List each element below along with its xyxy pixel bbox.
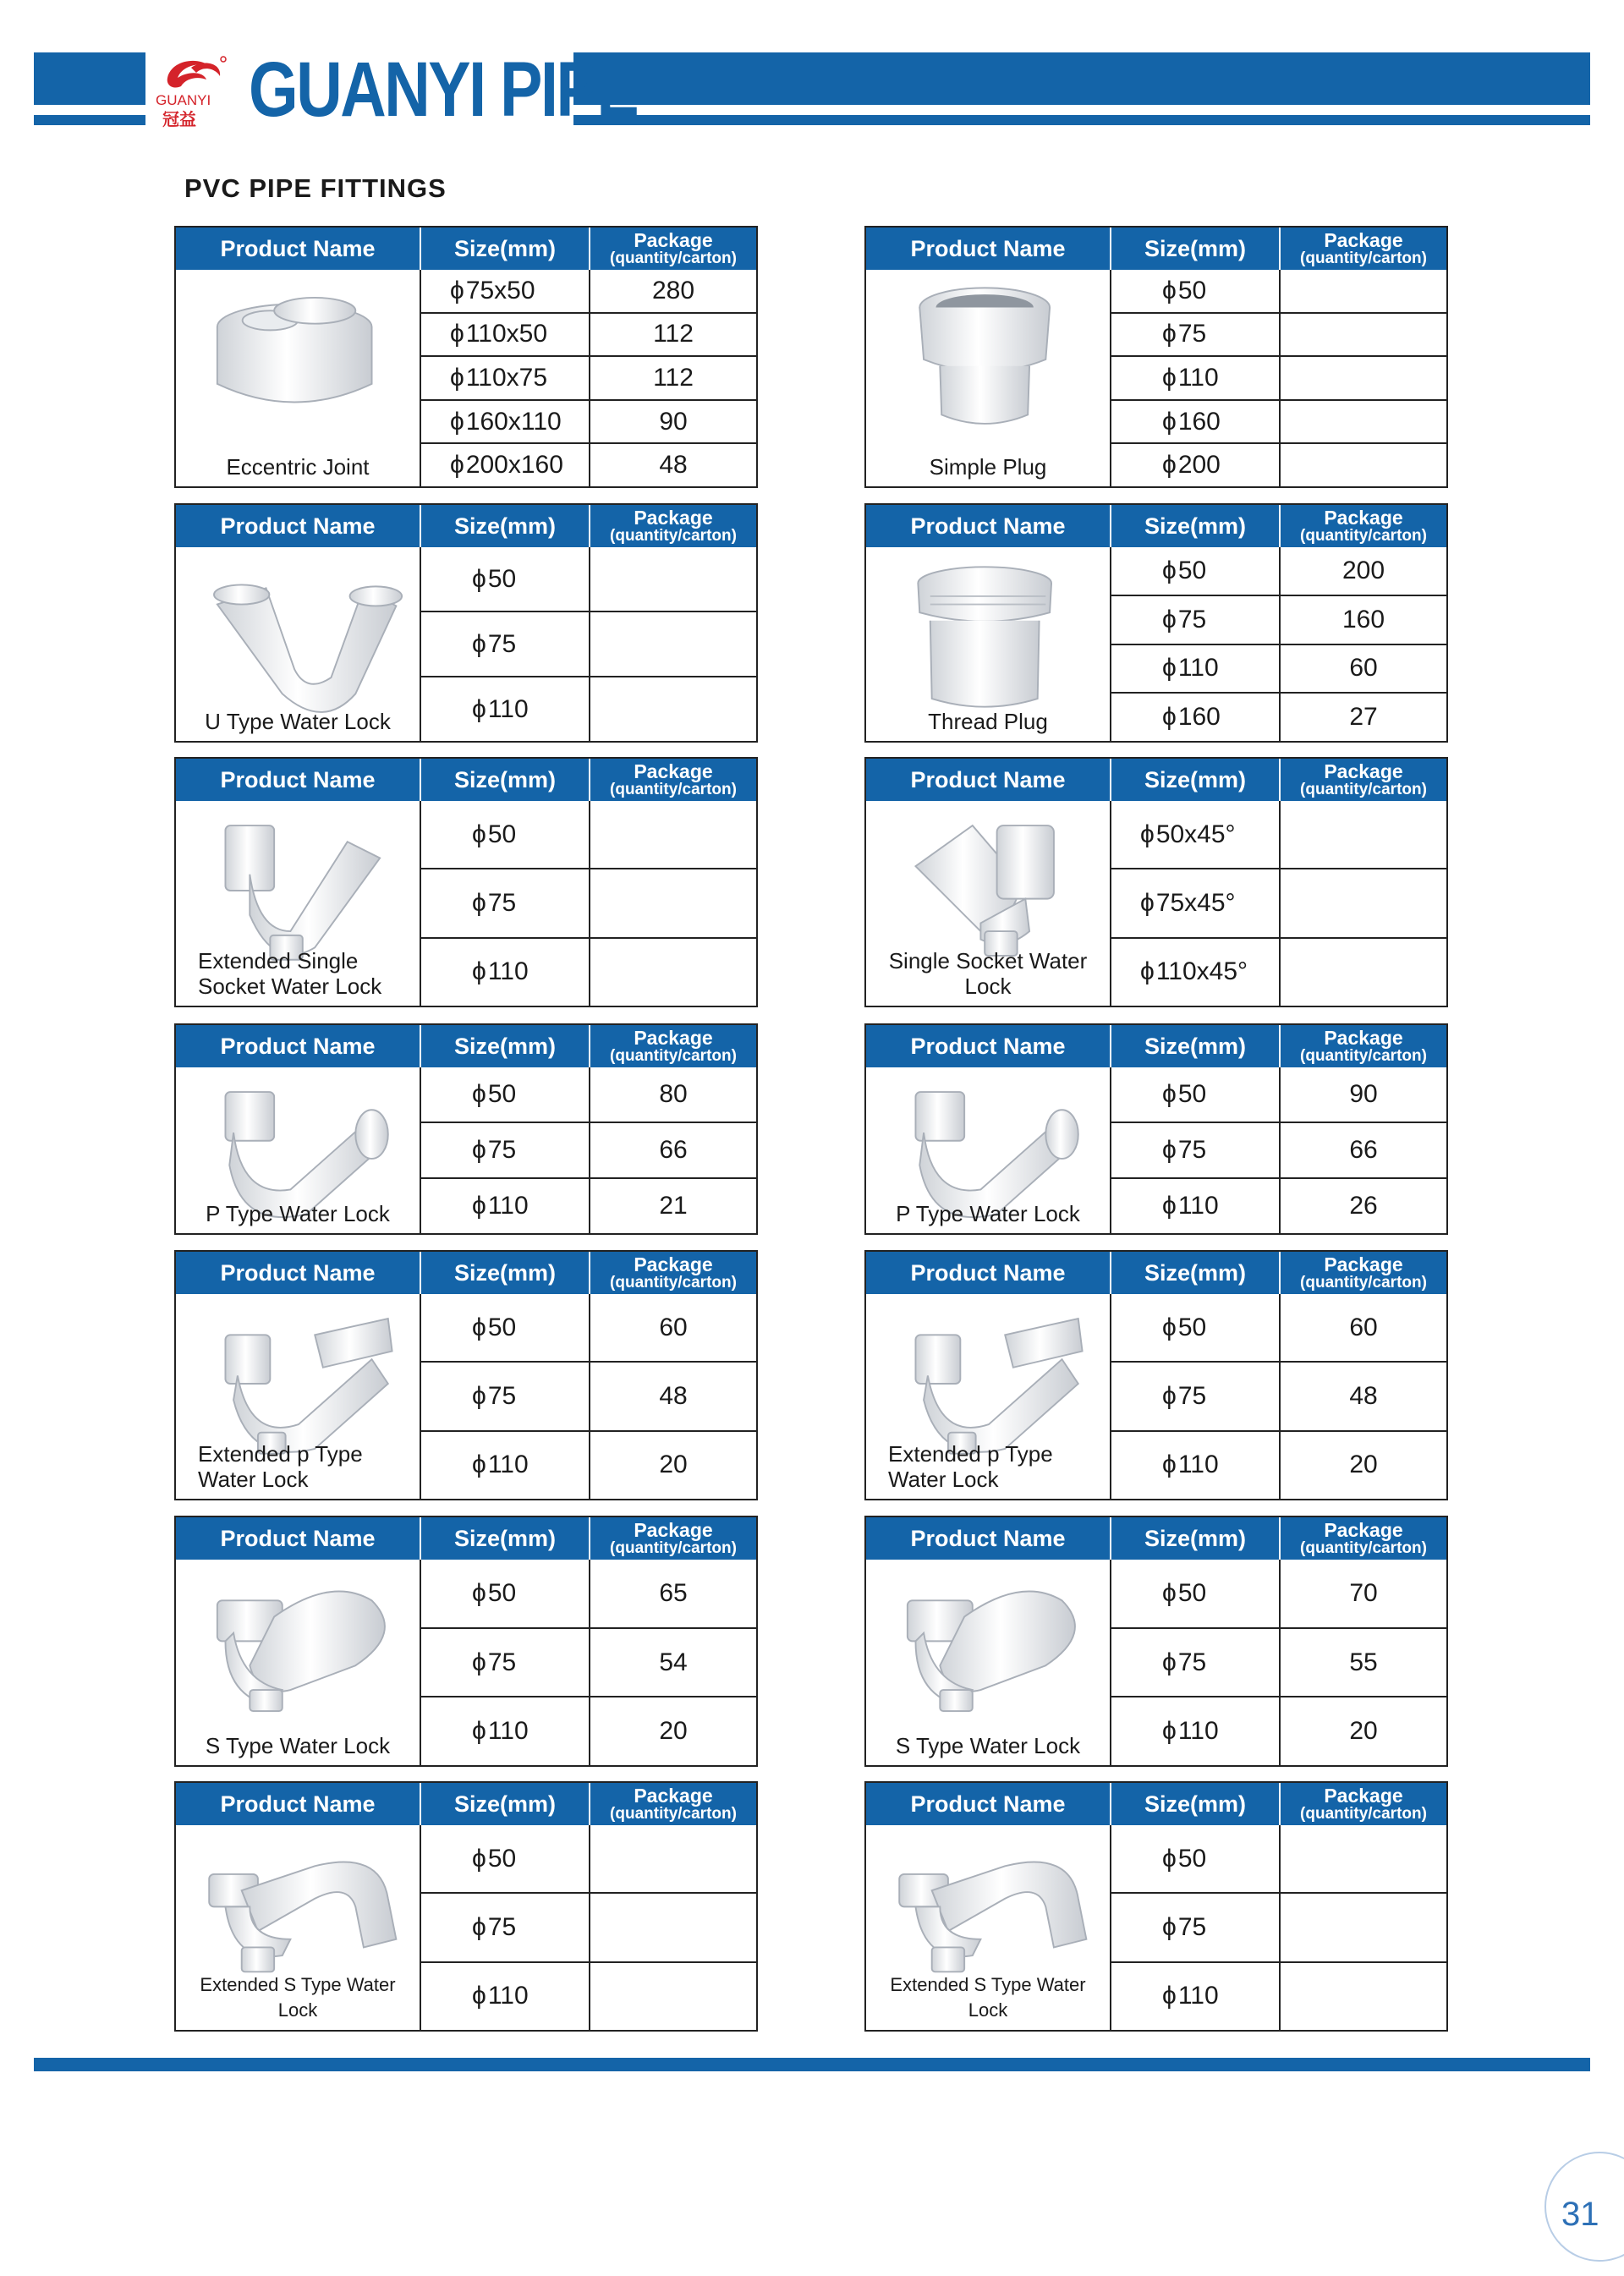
size-cell: ϕ 50	[1111, 1560, 1281, 1627]
header-size: Size(mm)	[1111, 1517, 1281, 1560]
size-rows	[1111, 1294, 1446, 1499]
package-cell: 112	[653, 363, 694, 392]
package-cell: 48	[659, 451, 688, 480]
header-size: Size(mm)	[421, 1517, 590, 1560]
table-row	[1111, 355, 1446, 399]
table-row	[421, 1560, 756, 1627]
diameter-symbol: ϕ	[472, 820, 486, 848]
diameter-symbol: ϕ	[472, 1844, 486, 1873]
product-cell	[176, 801, 421, 1006]
brand-logo-icon	[154, 52, 235, 129]
diameter-symbol: ϕ	[450, 276, 464, 304]
fitting-table	[864, 757, 1448, 1007]
size-cell: ϕ 110	[1111, 1963, 1281, 2030]
table-row	[1111, 937, 1446, 1006]
table-row	[1111, 1696, 1446, 1765]
package-cell: 280	[651, 276, 695, 304]
size-cell: ϕ 110	[1111, 357, 1281, 399]
size-cell: ϕ 75	[421, 869, 590, 936]
package-cell: 160	[1341, 605, 1385, 633]
table-row	[1111, 1961, 1446, 2030]
diameter-symbol: ϕ	[1162, 1192, 1177, 1220]
brand-name: GUANYI PIPE	[249, 47, 638, 133]
product-cell	[176, 270, 421, 486]
diameter-symbol: ϕ	[1162, 363, 1177, 392]
product-name: P Type Water Lock	[206, 1201, 390, 1226]
diameter-symbol: ϕ	[1162, 1648, 1177, 1676]
package-cell	[590, 869, 756, 936]
diameter-symbol: ϕ	[472, 1982, 486, 2010]
size-cell: ϕ 75	[421, 1629, 590, 1697]
table-row	[421, 1361, 756, 1429]
package-cell	[590, 1825, 756, 1892]
header-stripe-left	[34, 115, 145, 125]
size-cell: ϕ 50	[1111, 270, 1281, 312]
diameter-symbol: ϕ	[1162, 1912, 1177, 1941]
fitting-table	[864, 1781, 1448, 2032]
diameter-symbol: ϕ	[1162, 1136, 1177, 1164]
size-rows	[1111, 270, 1446, 486]
package-cell: 112	[653, 320, 694, 348]
product-cell	[866, 801, 1111, 1006]
size-cell: ϕ 110	[421, 939, 590, 1006]
product-name: Extended Single Socket Water Lock	[198, 948, 382, 999]
product-cell	[866, 1067, 1111, 1233]
table-row	[421, 801, 756, 868]
size-cell: ϕ 75	[421, 1894, 590, 1961]
table-row	[421, 270, 756, 312]
size-cell: ϕ 75	[1111, 1894, 1281, 1961]
table-row	[421, 1825, 756, 1892]
table-row	[421, 1067, 756, 1122]
package-cell: 27	[1349, 703, 1378, 732]
product-cell	[866, 1825, 1111, 2030]
product-name: Extended p Type Water Lock	[198, 1441, 363, 1492]
package-cell: 90	[659, 407, 688, 436]
fitting-table	[174, 226, 758, 488]
diameter-symbol: ϕ	[1162, 1451, 1177, 1479]
diameter-symbol: ϕ	[1162, 1844, 1177, 1873]
package-cell: 90	[1349, 1080, 1378, 1108]
fitting-table	[174, 1781, 758, 2032]
package-cell	[590, 612, 756, 676]
product-cell	[176, 547, 421, 741]
size-cell: ϕ 50	[421, 1067, 590, 1122]
header-product-name: Product Name	[866, 1252, 1111, 1294]
diameter-symbol: ϕ	[1162, 556, 1177, 584]
size-cell: ϕ 200x160	[421, 444, 590, 486]
diameter-symbol: ϕ	[1140, 888, 1155, 917]
header-product-name: Product Name	[176, 1025, 421, 1067]
page-title: PVC PIPE FITTINGS	[184, 173, 447, 203]
product-cell	[866, 1294, 1111, 1499]
header-package: Package (quantity/carton)	[1281, 505, 1446, 547]
diameter-symbol: ϕ	[1162, 605, 1177, 633]
diameter-symbol: ϕ	[472, 694, 486, 723]
fitting-table	[864, 1023, 1448, 1235]
table-row	[421, 355, 756, 399]
header-product-name: Product Name	[866, 759, 1111, 801]
page-number: 31	[1561, 2196, 1599, 2233]
table-row	[1111, 595, 1446, 644]
size-rows	[1111, 1067, 1446, 1233]
size-rows	[421, 547, 756, 741]
table-row	[1111, 1627, 1446, 1697]
diameter-symbol: ϕ	[450, 407, 464, 436]
package-cell: 200	[1341, 556, 1385, 584]
package-cell: 80	[659, 1080, 688, 1108]
package-cell	[1281, 869, 1446, 936]
fitting-table	[174, 1250, 758, 1500]
size-rows	[1111, 547, 1446, 741]
size-cell: ϕ 75	[1111, 314, 1281, 356]
size-cell: ϕ 75x45°	[1111, 869, 1281, 936]
size-rows	[1111, 1825, 1446, 2030]
package-cell	[590, 1963, 756, 2030]
product-cell	[176, 1067, 421, 1233]
package-cell	[1281, 270, 1446, 312]
diameter-symbol: ϕ	[1162, 654, 1177, 683]
diameter-symbol: ϕ	[472, 888, 486, 917]
size-cell: ϕ 110	[1111, 1432, 1281, 1499]
table-row	[1111, 1122, 1446, 1177]
header-size: Size(mm)	[421, 1025, 590, 1067]
product-cell	[176, 1825, 421, 2030]
size-cell: ϕ 50	[421, 1294, 590, 1361]
size-cell: ϕ 75	[421, 1123, 590, 1177]
table-row	[1111, 1067, 1446, 1122]
table-row	[421, 547, 756, 611]
product-name: Eccentric Joint	[226, 454, 370, 480]
header-package: Package (quantity/carton)	[590, 1025, 756, 1067]
table-row	[1111, 547, 1446, 595]
header-package: Package (quantity/carton)	[1281, 1517, 1446, 1560]
header-product-name: Product Name	[866, 1517, 1111, 1560]
table-row	[421, 1961, 756, 2030]
header-product-name: Product Name	[176, 505, 421, 547]
table-row	[421, 1294, 756, 1361]
table-row	[421, 1430, 756, 1499]
size-cell: ϕ 110	[421, 1432, 590, 1499]
size-cell: ϕ 110	[421, 1697, 590, 1765]
size-cell: ϕ 50	[421, 1825, 590, 1892]
diameter-symbol: ϕ	[450, 320, 464, 348]
header-package: Package (quantity/carton)	[1281, 1783, 1446, 1825]
product-name: Thread Plug	[928, 709, 1048, 734]
size-cell: ϕ 75	[1111, 1123, 1281, 1177]
package-cell	[590, 677, 756, 741]
table-row	[421, 868, 756, 936]
table-row	[1111, 1294, 1446, 1361]
size-cell: ϕ 50	[1111, 1825, 1281, 1892]
size-cell: ϕ 110x75	[421, 357, 590, 399]
product-cell	[866, 1560, 1111, 1765]
table-row	[1111, 1361, 1446, 1429]
diameter-symbol: ϕ	[472, 564, 486, 593]
header-size: Size(mm)	[421, 228, 590, 270]
size-cell: ϕ 110x45°	[1111, 939, 1281, 1006]
header-product-name: Product Name	[176, 1783, 421, 1825]
table-row	[421, 442, 756, 486]
size-cell: ϕ 50	[421, 801, 590, 868]
table-row	[1111, 1892, 1446, 1961]
package-cell	[590, 801, 756, 868]
header-product-name: Product Name	[176, 228, 421, 270]
diameter-symbol: ϕ	[472, 629, 486, 658]
package-cell: 60	[659, 1313, 688, 1341]
svg-text:冠益: 冠益	[162, 111, 196, 129]
diameter-symbol: ϕ	[1162, 451, 1177, 480]
package-cell: 48	[659, 1381, 688, 1410]
diameter-symbol: ϕ	[1162, 1578, 1177, 1607]
table-row	[421, 312, 756, 356]
diameter-symbol: ϕ	[450, 363, 464, 392]
diameter-symbol: ϕ	[472, 1912, 486, 1941]
package-cell	[590, 1894, 756, 1961]
header-product-name: Product Name	[866, 228, 1111, 270]
size-cell: ϕ 75	[421, 1363, 590, 1429]
diameter-symbol: ϕ	[1162, 1313, 1177, 1341]
diameter-symbol: ϕ	[1162, 1381, 1177, 1410]
diameter-symbol: ϕ	[472, 957, 486, 986]
package-cell	[1281, 1963, 1446, 2030]
diameter-symbol: ϕ	[1162, 1982, 1177, 2010]
svg-text:GUANYI: GUANYI	[156, 92, 211, 108]
product-name: Extended S Type Water Lock	[890, 1974, 1086, 2021]
diameter-symbol: ϕ	[472, 1451, 486, 1479]
header-package: Package (quantity/carton)	[1281, 228, 1446, 270]
table-row	[1111, 1177, 1446, 1233]
header-stripe-right	[573, 115, 1590, 125]
size-rows	[421, 1067, 756, 1233]
package-cell: 20	[1349, 1717, 1378, 1746]
size-cell: ϕ 50	[421, 547, 590, 611]
size-cell: ϕ 110	[421, 1963, 590, 2030]
package-cell: 65	[659, 1578, 688, 1607]
header-product-name: Product Name	[866, 505, 1111, 547]
table-row	[1111, 868, 1446, 936]
size-cell: ϕ 75	[1111, 1629, 1281, 1697]
header-package: Package (quantity/carton)	[590, 759, 756, 801]
package-cell: 66	[659, 1136, 688, 1164]
table-row	[421, 676, 756, 741]
table-row	[421, 937, 756, 1006]
size-cell: ϕ 160	[1111, 694, 1281, 741]
header-product-name: Product Name	[176, 1252, 421, 1294]
size-cell: ϕ 160x110	[421, 401, 590, 443]
diameter-symbol: ϕ	[1162, 320, 1177, 348]
header-size: Size(mm)	[1111, 228, 1281, 270]
header-product-name: Product Name	[866, 1783, 1111, 1825]
size-cell: ϕ 50x45°	[1111, 801, 1281, 868]
product-name: Simple Plug	[929, 454, 1047, 480]
size-cell: ϕ 110	[421, 1179, 590, 1233]
header-package: Package (quantity/carton)	[590, 505, 756, 547]
package-cell	[1281, 1894, 1446, 1961]
header-package: Package (quantity/carton)	[590, 228, 756, 270]
header-package: Package (quantity/carton)	[590, 1517, 756, 1560]
package-cell	[590, 939, 756, 1006]
size-rows	[421, 801, 756, 1006]
package-cell: 66	[1349, 1136, 1378, 1164]
fitting-table	[864, 503, 1448, 743]
header-size: Size(mm)	[1111, 1783, 1281, 1825]
table-row	[1111, 692, 1446, 741]
header-size: Size(mm)	[1111, 1025, 1281, 1067]
table-row	[421, 1122, 756, 1177]
size-cell: ϕ 50	[1111, 1067, 1281, 1122]
table-row	[421, 1892, 756, 1961]
header-product-name: Product Name	[176, 1517, 421, 1560]
table-row	[1111, 1825, 1446, 1892]
header-package: Package (quantity/carton)	[1281, 759, 1446, 801]
product-name: Single Socket Water Lock	[888, 948, 1088, 999]
header-product-name: Product Name	[866, 1025, 1111, 1067]
package-cell	[1281, 401, 1446, 443]
size-cell: ϕ 110	[421, 677, 590, 741]
table-row	[1111, 801, 1446, 868]
fitting-table	[174, 1023, 758, 1235]
package-cell: 48	[1349, 1381, 1378, 1410]
header-size: Size(mm)	[1111, 1252, 1281, 1294]
diameter-symbol: ϕ	[472, 1578, 486, 1607]
product-cell	[866, 270, 1111, 486]
size-rows	[1111, 1560, 1446, 1765]
header-size: Size(mm)	[421, 759, 590, 801]
size-cell: ϕ 75x50	[421, 270, 590, 312]
size-cell: ϕ 75	[1111, 596, 1281, 644]
fitting-table	[864, 1250, 1448, 1500]
product-name: Extended S Type Water Lock	[200, 1974, 396, 2021]
diameter-symbol: ϕ	[1162, 276, 1177, 304]
package-cell: 54	[659, 1648, 688, 1676]
diameter-symbol: ϕ	[1162, 407, 1177, 436]
size-rows	[421, 1560, 756, 1765]
package-cell	[1281, 314, 1446, 356]
package-cell: 21	[659, 1192, 688, 1220]
diameter-symbol: ϕ	[472, 1313, 486, 1341]
header-size: Size(mm)	[1111, 505, 1281, 547]
product-cell	[176, 1560, 421, 1765]
table-row	[1111, 442, 1446, 486]
table-row	[421, 611, 756, 676]
diameter-symbol: ϕ	[1162, 1080, 1177, 1108]
diameter-symbol: ϕ	[472, 1648, 486, 1676]
header-size: Size(mm)	[421, 1252, 590, 1294]
header-package: Package (quantity/carton)	[590, 1252, 756, 1294]
header-package: Package (quantity/carton)	[590, 1783, 756, 1825]
fitting-table	[174, 757, 758, 1007]
table-row	[421, 1696, 756, 1765]
package-cell	[1281, 939, 1446, 1006]
table-row	[1111, 1560, 1446, 1627]
fitting-table	[174, 1516, 758, 1767]
package-cell: 55	[1349, 1648, 1378, 1676]
package-cell	[1281, 801, 1446, 868]
header-size: Size(mm)	[421, 505, 590, 547]
size-cell: ϕ 110x50	[421, 314, 590, 356]
diameter-symbol: ϕ	[1162, 703, 1177, 732]
size-rows	[421, 270, 756, 486]
size-cell: ϕ 200	[1111, 444, 1281, 486]
header-size: Size(mm)	[1111, 759, 1281, 801]
size-rows	[421, 1825, 756, 2030]
header-product-name: Product Name	[176, 759, 421, 801]
package-cell	[1281, 444, 1446, 486]
header-bar-right	[573, 52, 1590, 105]
fitting-table	[864, 226, 1448, 488]
package-cell: 60	[1349, 1313, 1378, 1341]
diameter-symbol: ϕ	[472, 1080, 486, 1108]
product-name: S Type Water Lock	[205, 1733, 391, 1758]
size-cell: ϕ 75	[1111, 1363, 1281, 1429]
size-rows	[1111, 801, 1446, 1006]
size-cell: ϕ 75	[421, 612, 590, 676]
product-cell	[176, 1294, 421, 1499]
diameter-symbol: ϕ	[450, 451, 464, 480]
header-size: Size(mm)	[421, 1783, 590, 1825]
table-row	[1111, 644, 1446, 693]
product-cell	[866, 547, 1111, 741]
table-row	[421, 1177, 756, 1233]
header-package: Package (quantity/carton)	[1281, 1252, 1446, 1294]
size-cell: ϕ 50	[1111, 1294, 1281, 1361]
table-row	[1111, 312, 1446, 356]
product-name: S Type Water Lock	[895, 1733, 1081, 1758]
diameter-symbol: ϕ	[1162, 1717, 1177, 1746]
size-cell: ϕ 50	[1111, 547, 1281, 595]
header-package: Package (quantity/carton)	[1281, 1025, 1446, 1067]
package-cell	[1281, 357, 1446, 399]
table-row	[1111, 1430, 1446, 1499]
size-cell: ϕ 50	[421, 1560, 590, 1627]
package-cell: 26	[1349, 1192, 1378, 1220]
diameter-symbol: ϕ	[472, 1136, 486, 1164]
fitting-table	[864, 1516, 1448, 1767]
table-row	[421, 399, 756, 443]
diameter-symbol: ϕ	[472, 1381, 486, 1410]
size-cell: ϕ 110	[1111, 645, 1281, 693]
product-name: U Type Water Lock	[205, 709, 391, 734]
size-cell: ϕ 110	[1111, 1179, 1281, 1233]
diameter-symbol: ϕ	[1140, 820, 1155, 848]
footer-bar	[34, 2058, 1590, 2071]
product-name: Extended p Type Water Lock	[888, 1441, 1053, 1492]
package-cell	[1281, 1825, 1446, 1892]
package-cell: 70	[1349, 1578, 1378, 1607]
table-row	[421, 1627, 756, 1697]
package-cell	[590, 547, 756, 611]
diameter-symbol: ϕ	[472, 1717, 486, 1746]
size-cell: ϕ 160	[1111, 401, 1281, 443]
size-rows	[421, 1294, 756, 1499]
size-cell: ϕ 110	[1111, 1697, 1281, 1765]
product-name: P Type Water Lock	[896, 1201, 1080, 1226]
header-bar-left	[34, 52, 145, 105]
package-cell: 20	[659, 1451, 688, 1479]
table-row	[1111, 270, 1446, 312]
table-row	[1111, 399, 1446, 443]
fitting-table	[174, 503, 758, 743]
diameter-symbol: ϕ	[472, 1192, 486, 1220]
package-cell: 60	[1349, 654, 1378, 683]
package-cell: 20	[659, 1717, 688, 1746]
package-cell: 20	[1349, 1451, 1378, 1479]
diameter-symbol: ϕ	[1140, 957, 1155, 986]
